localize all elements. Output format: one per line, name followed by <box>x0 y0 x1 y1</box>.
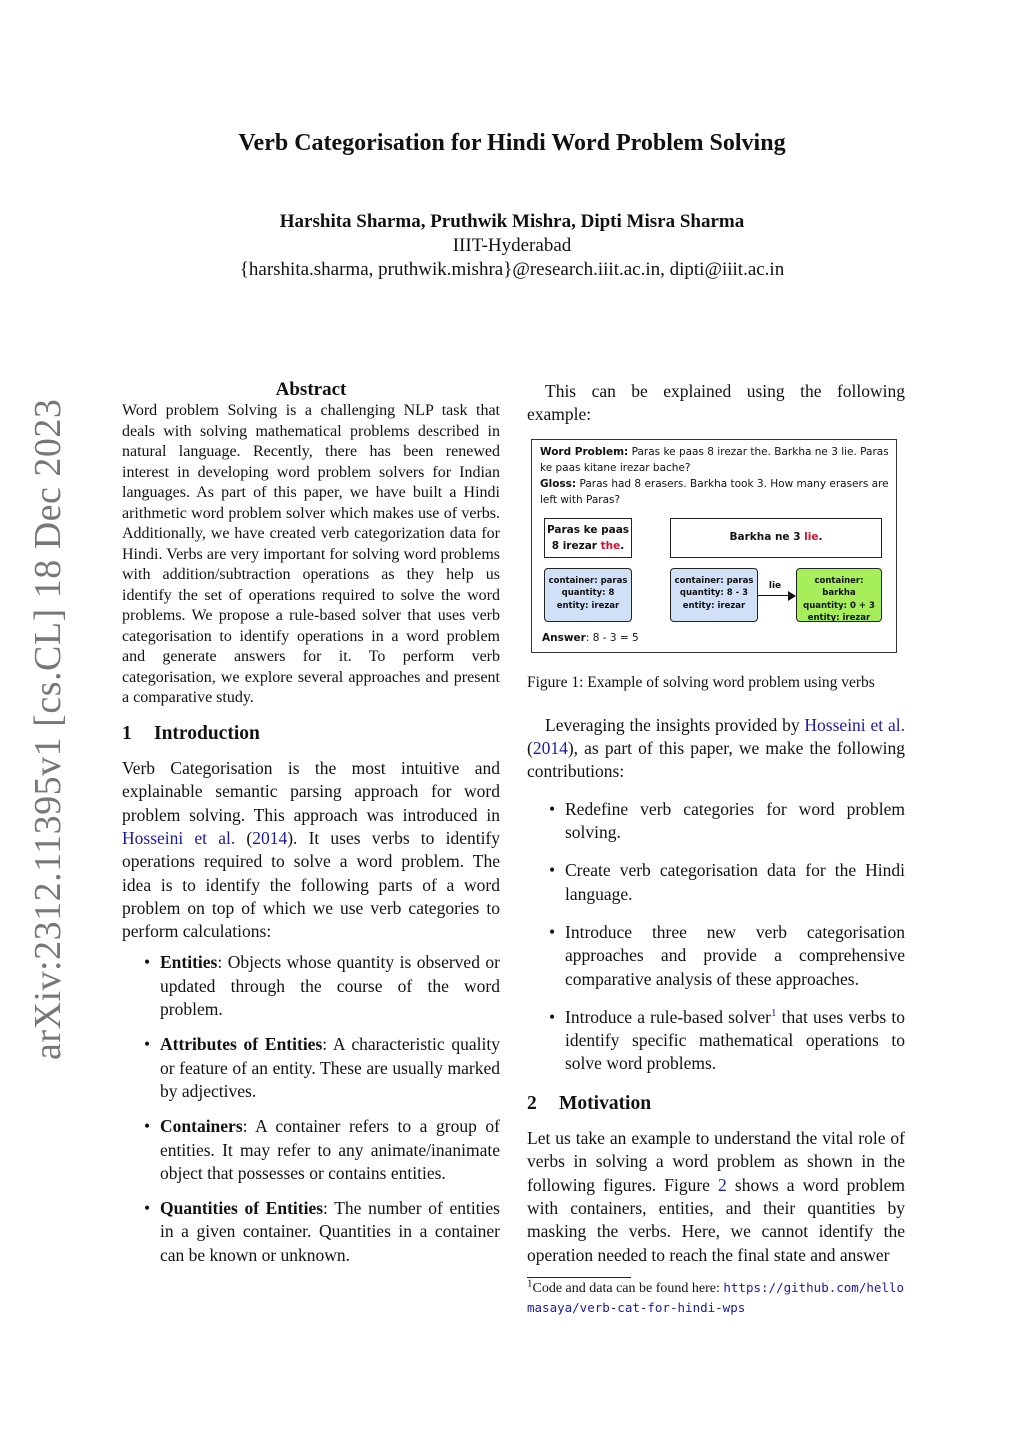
bullet-term: Attributes of Entities <box>160 1034 323 1055</box>
word-problem-label: Word Problem: <box>540 445 629 458</box>
intro-paragraph: Verb Categorisation is the most intuitive and explainable semantic parsing approach for word problem solving. This approach was introduced in Hosseini et al. (2014). It uses verbs to identify operations required to solve a word problem. The idea is to identify the following parts of a word problem on top of which we use verb categories to perform calculations: <box>122 758 501 942</box>
bullet-text: : A container refers to a group of entities. It may refer to any animate/inanimate object that possesses or contains entities. <box>160 1116 500 1183</box>
author-names: Harshita Sharma, Pruthwik Mishra, Dipti Misra Sharma <box>279 211 745 232</box>
list-item <box>527 1006 905 1076</box>
sentence-text: Paras ke paas <box>546 523 630 536</box>
figure-word-problem <box>540 444 892 508</box>
citation-year-link[interactable]: 2014 <box>252 827 288 848</box>
sentence-box-1 <box>544 518 632 558</box>
figure-1 <box>531 439 897 653</box>
answer-label: Answer <box>542 631 586 644</box>
container-field: container: paras <box>548 575 628 586</box>
section-number: 1 <box>122 722 132 744</box>
container-field: container: barkha <box>814 575 864 599</box>
text-span: shows a word problem with containers, entities, and their quantities by masking the verbs. Here, we cannot identify the operation needed to reach the final state and answer <box>527 1174 906 1265</box>
motivation-paragraph <box>527 1127 905 1267</box>
text-span: Leveraging the insights provided by <box>545 714 805 735</box>
container-state-1 <box>544 568 632 622</box>
figure-reference-link[interactable]: 2 <box>718 1174 727 1195</box>
citation-link[interactable]: Hosseini et al. <box>804 714 905 735</box>
bullet-term: Entities <box>160 952 218 973</box>
footnote-number: 1 <box>527 1277 533 1290</box>
abstract-body: Word problem Solving is a challenging NLP task that deals with solving mathematical problems described in natural language. Recently, there has been renewed interest in developing word problem solvers for Indian languages. As part of this paper, we have built a Hindi arithmetic word problem solver which makes use of verbs. Additionally, we have created verb categorization data for Hindi. Verbs are very important for solving word problems with addition/subtraction operations as they help us identify the set of operations required to solve the word problems. We propose a rule-based solver that uses verb categorisation to identify operations in a word problem and generate answers for it. To perform verb categorisation, we explore several approaches and present a comparative study. <box>122 402 500 707</box>
sentence-text: 8 irezar <box>551 539 601 552</box>
text-span: Verb Categorisation is the most intuitive and explainable semantic parsing approach for word problem solving. This approach was introduced in <box>122 758 500 825</box>
text-span: ), as part of this paper, we make the following contributions: <box>527 738 905 782</box>
sentence-box-2 <box>670 518 882 558</box>
container-field: quantity: 0 + 3 <box>803 600 875 611</box>
figure-answer <box>542 630 639 646</box>
contributions-list <box>527 798 905 1076</box>
bullet-term: Quantities of Entities <box>160 1198 324 1219</box>
verb-highlight: lie <box>804 530 819 543</box>
footnote-text: Code and data can be found here: <box>532 1280 724 1296</box>
container-state-3 <box>796 568 882 622</box>
section-title: Introduction <box>154 722 260 744</box>
example-intro-paragraph: This can be explained using the following example: <box>527 381 905 425</box>
citation-link[interactable]: Hosseini et al. <box>122 827 236 848</box>
list-item <box>122 1033 500 1103</box>
repository-link[interactable]: https://github.com/hellomasaya/verb-cat-for-hindi-wps <box>527 1279 904 1315</box>
gloss-text: Paras had 8 erasers. Barkha took 3. How many erasers are left with Paras? <box>540 477 889 506</box>
text-span: that uses verbs to identify specific mathematical operations to solve word problems. <box>565 1006 905 1074</box>
footnote <box>527 1278 905 1318</box>
list-item <box>122 951 500 1021</box>
section-title: Motivation <box>559 1092 652 1114</box>
container-field: container: paras <box>674 575 754 586</box>
list-item: • Redefine verb categories for word problem solving. <box>527 798 905 845</box>
figure-caption: Figure 1: Example of solving word problem using verbs <box>527 673 875 691</box>
right-column <box>527 380 905 1318</box>
text-span: Let us take an example to understand the vital role of verbs in solving a word problem as shown in the following figures. Figure <box>527 1128 905 1195</box>
citation-year-link[interactable]: 2014 <box>532 738 568 759</box>
bullet-text: : Objects whose quantity is observed or updated through the course of the word problem. <box>160 952 500 1020</box>
list-item: • Create verb categorisation data for the Hindi language. <box>527 859 905 906</box>
section-heading-motivation <box>527 1092 905 1115</box>
bullet-term: Containers <box>160 1116 243 1137</box>
transfer-arrow <box>758 595 788 596</box>
verb-highlight: the <box>600 539 621 552</box>
text-span: Introduce a rule-based solver <box>565 1006 771 1027</box>
bullet-text: : A characteristic quality or feature of an entity. These are usually marked by adjectives. <box>160 1034 500 1101</box>
list-item <box>122 1197 500 1267</box>
answer-text: : 8 - 3 = 5 <box>585 631 639 644</box>
contributions-paragraph: Leveraging the insights provided by Hosseini et al. (2014), as part of this paper, we make the following contributions: <box>527 714 905 782</box>
section-number: 2 <box>527 1092 537 1114</box>
sentence-text: Barkha ne 3 <box>729 530 805 543</box>
affiliation: IIIT-Hyderabad <box>452 235 572 256</box>
container-field: quantity: 8 - 3 <box>679 588 749 599</box>
list-item: • Introduce three new verb categorisation approaches and provide a comprehensive comparative analysis of these approaches. <box>527 921 905 991</box>
paper-title: Verb Categorisation for Hindi Word Problem Solving <box>238 130 786 156</box>
container-field: entity: irezar <box>556 600 620 611</box>
text-span: ). It uses verbs to identify operations required to solve a word problem. The idea is to identify the following parts of a word problem on top of which we use verb categories to perform calculations: <box>122 827 501 942</box>
author-block <box>0 210 1024 282</box>
left-column <box>122 378 500 1279</box>
arrow-label: lie <box>768 580 782 591</box>
author-emails: {harshita.sharma, pruthwik.mishra}@research.iiit.ac.in, dipti@iiit.ac.in <box>239 259 785 280</box>
list-item <box>122 1115 500 1185</box>
bullet-text: : The number of entities in a given container. Quantities in a container can be known or unknown. <box>160 1198 500 1265</box>
container-field: quantity: 8 <box>561 588 615 599</box>
intro-bullet-list <box>122 951 500 1267</box>
word-problem-text: Paras ke paas 8 irezar the. Barkha ne 3 lie. Paras ke paas kitane irezar bache? <box>540 445 889 474</box>
abstract-heading: Abstract <box>275 379 347 400</box>
sentence-text: . <box>818 530 823 543</box>
arxiv-identifier: arXiv:2312.11395v1 [cs.CL] 18 Dec 2023 <box>27 398 69 1060</box>
footnote-marker[interactable]: 1 <box>770 1007 777 1020</box>
container-state-2 <box>670 568 758 622</box>
container-field: entity: irezar <box>807 613 871 624</box>
container-field: entity: irezar <box>682 600 746 611</box>
section-heading-introduction <box>122 722 500 745</box>
sentence-text: . <box>620 539 625 552</box>
gloss-label: Gloss: <box>540 477 577 490</box>
